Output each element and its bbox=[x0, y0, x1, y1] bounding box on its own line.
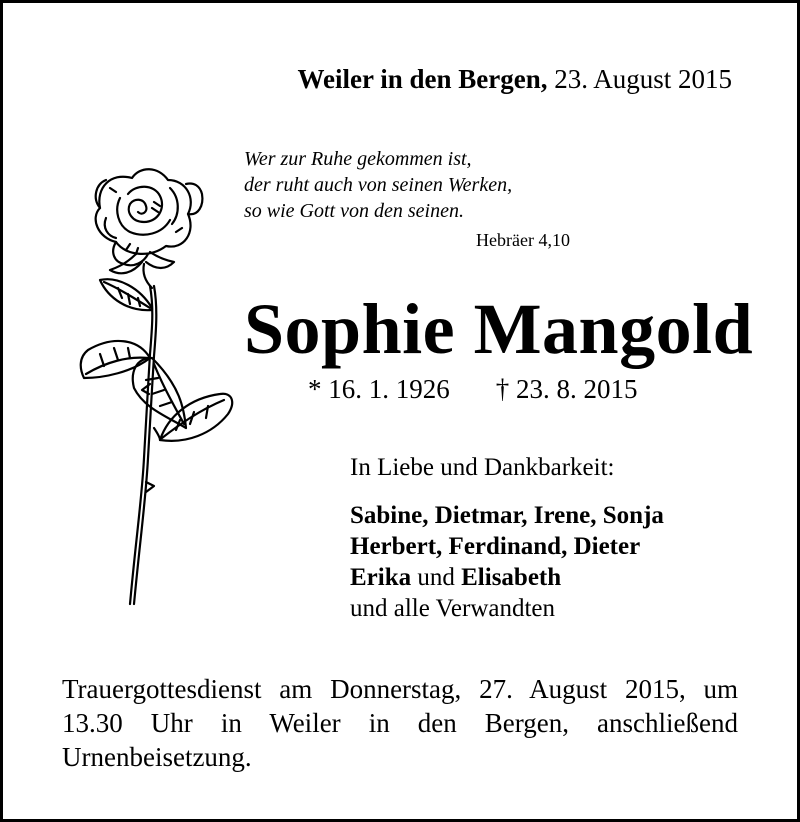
mourners-line: Herbert, Ferdinand, Dieter bbox=[350, 533, 641, 560]
mourner-name: Elisabeth bbox=[461, 564, 562, 591]
birth-date: * 16. 1. 1926 bbox=[308, 374, 450, 404]
mourner-name: Erika bbox=[350, 564, 412, 591]
bible-verse bbox=[244, 146, 512, 224]
mourners-line: Sabine, Dietmar, Irene, Sonja bbox=[350, 502, 664, 529]
relatives-line: und alle Verwandten bbox=[350, 595, 556, 622]
verse-line: Wer zur Ruhe gekommen ist, bbox=[244, 148, 472, 170]
life-dates bbox=[308, 374, 638, 405]
death-date: † 23. 8. 2015 bbox=[495, 374, 638, 404]
verse-line: der ruht auch von seinen Werken, bbox=[244, 174, 513, 196]
mourners-list bbox=[350, 500, 664, 624]
notice-date: 23. August 2015 bbox=[554, 64, 732, 94]
deceased-name: Sophie Mangold bbox=[244, 289, 754, 369]
mourners-intro: In Liebe und Dankbarkeit: bbox=[350, 454, 615, 481]
verse-source: Hebräer 4,10 bbox=[476, 230, 570, 250]
verse-line: so wie Gott von den seinen. bbox=[244, 200, 464, 222]
place: Weiler in den Bergen, bbox=[297, 64, 548, 94]
dateline bbox=[297, 64, 732, 95]
rose-icon bbox=[70, 158, 240, 613]
conjunction: und bbox=[417, 564, 455, 591]
service-info: Trauergottesdienst am Donnerstag, 27. August 2015, um 13.30 Uhr in Weiler in den Bergen, anschließend Urnenbeisetzung. bbox=[62, 674, 738, 772]
